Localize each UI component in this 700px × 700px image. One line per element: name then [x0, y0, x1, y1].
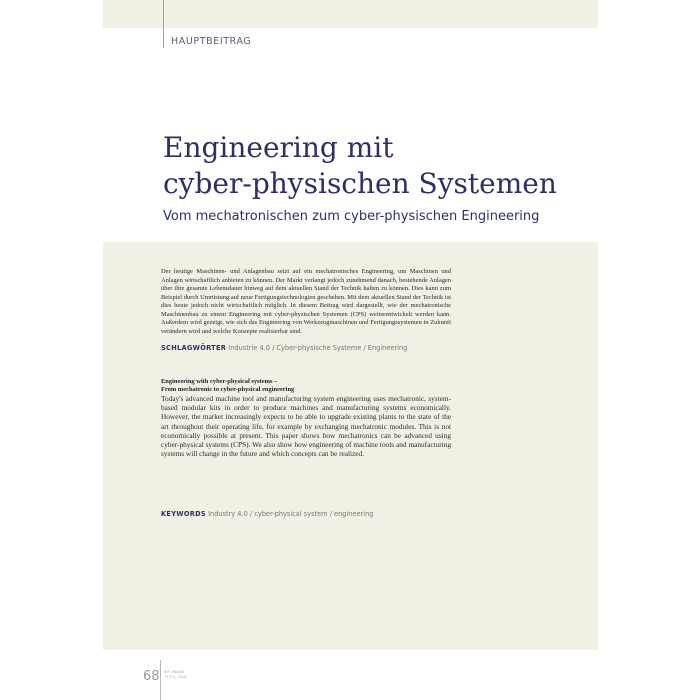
journal-issue: 11/12 | 2016	[164, 675, 187, 679]
abstract-german: Der heutige Maschinen- und Anlagenbau setzt auf ein mechatronisches Engineering, um Maschinen und Anlagen wirtschaftlich anbieten zu können. Der Markt verlangt jedoch zunehmend danach, bestehende Anlagen über ihre gesamte Lebensdauer hinweg auf dem aktuellen Stand der Technik halten zu können. Dies kann zum Beispiel durch Umrüstung auf neue Fertigungstechnologien geschehen. Mit dem aktuellen Stand der Technik ist dies heute jedoch nicht wirtschaftlich möglich. In diesem Beitrag wird dargestellt, wie der mechatronische Maschinenbau zu einem Engineering mit cyber-physischen Systemen (CPS) weiterentwickelt werden kann. Außerdem wird gezeigt, wie sich das Engineering von Werkzeugmaschinen und Fertigungssystemen in Zukunft verändern wird und welche Konzepte realisierbar sind.	[161, 268, 451, 335]
keywords-english-values: Industry 4.0 / cyber-physical system / engineering	[208, 510, 374, 518]
article-subtitle: Vom mechatronischen zum cyber-physischen Engineering	[163, 209, 540, 224]
keywords-english-label: KEYWORDS	[161, 510, 206, 518]
abstract-english-title	[161, 378, 461, 395]
keywords-german-label: SCHLAGWÖRTER	[161, 344, 227, 352]
abstract-box	[103, 242, 598, 650]
keywords-german-values: Industrie 4.0 / Cyber-physische Systeme / Engineering	[228, 344, 408, 352]
keywords-german	[161, 344, 407, 352]
keywords-english	[161, 510, 373, 518]
header-rule	[163, 0, 164, 48]
article-title	[163, 130, 557, 202]
title-line-2: cyber-physischen Systemen	[163, 167, 557, 200]
page-number: 68	[143, 669, 160, 684]
title-line-1: Engineering mit	[163, 131, 394, 164]
english-title-line-2: From mechatronic to cyber-physical engineering	[161, 386, 295, 394]
abstract-english: Today's advanced machine tool and manufacturing system engineering uses mechatronic, system-based modular kits in order to produce machines and manufacturing systems economically. However, the market increasingly expects to be able to upgrade existing plants to the state of the art throughout their operating life, for example by exchanging mechatronic modules. This is not economically possible at present. This paper shows how mechatronics can be advanced using cyber-physical systems (CPS). We also show how engineering of machine tools and manufacturing systems will change in the future and which concepts can be realized.	[161, 394, 451, 459]
section-label: HAUPTBEITRAG	[171, 36, 252, 47]
journal-name: WT ONLINE	[164, 670, 184, 674]
top-band	[103, 0, 598, 28]
english-title-line-1: Engineering with cyber-physical systems –	[161, 378, 278, 385]
journal-info	[164, 670, 186, 680]
journal-page	[103, 0, 598, 700]
footer-rule	[160, 660, 161, 700]
